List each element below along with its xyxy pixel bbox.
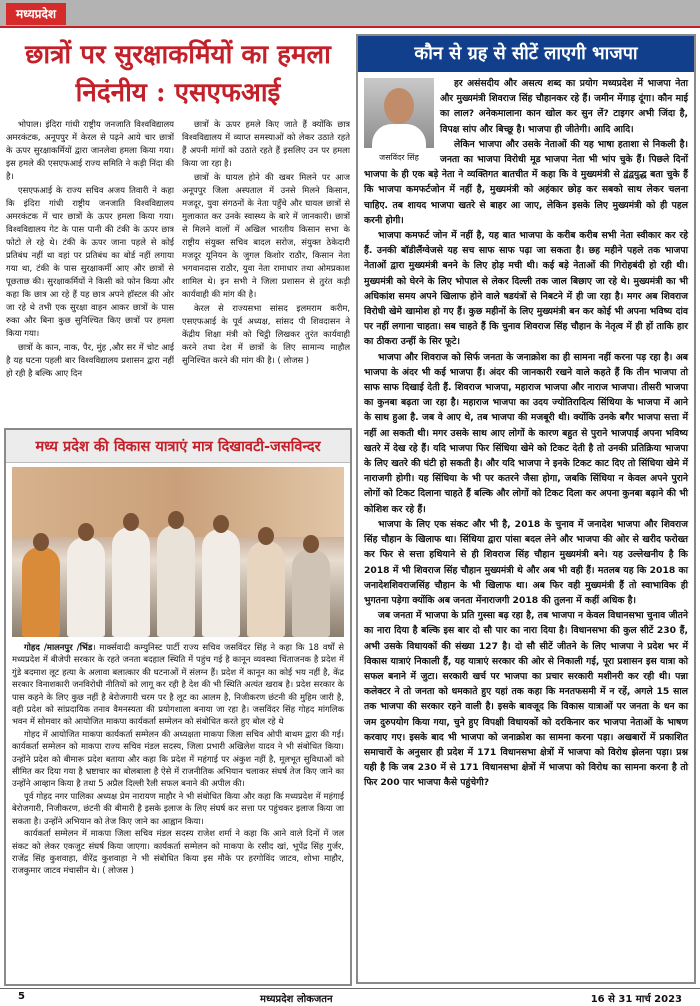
paragraph bbox=[12, 641, 344, 728]
article-bjp-seats-headline: कौन से ग्रह से सीटें लाएगी भाजपा bbox=[358, 36, 694, 72]
article-bjp-seats bbox=[356, 34, 696, 984]
article-sfi bbox=[6, 34, 350, 420]
meeting-photo bbox=[12, 467, 344, 637]
issue-date: 16 से 31 मार्च 2023 bbox=[590, 994, 682, 1005]
paragraph: भाजपा और शिवराज को सिर्फ जनता के जनाक्रोश का ही सामना नहीं करना पड़ रहा है। अब भाजपा के अंदर भी कई भाजपा हैं। अंदर की जानकारी रखने वाले कहते हैं कि तीन भाजपा तो साफ साफ दिखाई देती हैं. शिवराज भाजपा, महाराज भाजपा और नाराज भाजपा। तीसरी भाजपा का कुनबा बढ़ता जा रहा है। महाराज भाजपा का उदय ज्योतिरादित्य सिंधिया के भाजपा में आने के साथ हुआ है. जब वे आए थे, तब भाजपा की मजबूरी थी। क्योंकि उनके बगैर भाजपा सत्ता में नहीं आ सकती थी। मगर उसके साथ आए लोगों के कारण बहुत से पुराने भाजपाई अपना भविष्य खतरे में देख रहे हैं। यदि भाजपा फिर सिंधिया खेमे को टिकट देती है तो उनकी प्रतिक्रिया भाजपा के लिए खतरे की घंटी हो सकती है। और यदि भाजपा ने इनके टिकट काट दिए तो सिंधिया खेमे में नाराजगी होगी। यह सिंधिया के भी पर कतरने जैसा होगा, जबकि सिंधिया न केवल अपने पुराने लोगों को टिकट दिलाना चाहते हैं बल्कि और लोगों को टिकट दिला कर अपना कुनबा बढ़ाने की भी कोशिश कर रहे हैं। bbox=[364, 351, 688, 515]
paragraph: भाजपा कमफर्ट जोन में नहीं है, यह बात भाजपा के करीब करीब सभी नेता स्वीकार कर रहे हैं. उनकी बॉडीलैंग्वेजसे यह सच साफ साफ पढ़ा जा सकता है। छह महीने पहले तक भाजपा नेताओं द्वारा मुख्यमंत्री बनने के लिए होड़ मची थी। कई बड़े नेताओं की गिरोहबंदी हो रही थी। मुख्यमंत्री को घेरने के लिए भोपाल से लेकर दिल्ली तक जाल बिछाए जा रहे थे। मुख्यमंत्री का भी अधिकांश समय अपने खिलाफ होने वाले षडयंत्रों से निबटने में ही जा रहा है। मगर अब शिवराज विरोधी खेमे खामोश हो गए हैं। कुछ महीनों के लिए मुख्यमंत्री बन कर कोई भी अपना भविष्य दांव पर नहीं लगाना चाहता। सब चाहते हैं कि चुनाव शिवराज सिंह चौहान के नेतृत्व में ही हों ताकि हार का ठीकरा उन्हीं के सिर फूटे। bbox=[364, 230, 688, 348]
page-number: 5 bbox=[18, 991, 25, 1002]
paragraph: केरल से राज्यसभा सांसद इलमराम करीम, एसएफआई के पूर्व अध्यक्ष, सांसद पी शिवदासन ने केंद्रीय शिक्षा मंत्री को चिट्ठी लिखकर तुरंत कार्यवाही करने तथा देश में छात्रों के लिए सामान्य माहौल सुनिश्चित करने की मांग की है। ( लोजस ) bbox=[182, 303, 350, 365]
paragraph: पूर्व गोहद नगर पालिका अध्यक्ष प्रेम नारायण माहौर ने भी संबोधित किया और कहा कि मध्यप्रदेश में महंगाई बेरोजगारी, निजीकरण, छंटनी की बीमारी है इसके इलाज के लिए संघर्ष कर सत्ता पर पहुंचकर इलाज किया जा सकता है। उन्होंने अभियान को तेज किए जाने का आह्वान किया। bbox=[12, 790, 344, 826]
paragraph: भाजपा के लिए एक संकट और भी है, 2018 के चुनाव में जनादेश भाजपा और शिवराज सिंह चौहान के खिलाफ था। सिंधिया द्वारा पांसा बदल लेने और भाजपा की ओर से खरीद फरोख्त कर फिर से सत्ता हथियाने से ही शिवराज सिंह चौहान मुख्यमंत्री बने। यह उल्लेखनीय है कि 2018 में भी शिवराज सिंह चौहान मुख्यमंत्री थे और अब भी वही हैं। मतलब यह कि 2018 का जनादेशशिवराजसिंह चौहान के भी खिलाफ था। अब फिर वही मुख्यमंत्री हैं तो स्वाभाविक ही भुगतना पड़ेगा क्योंकि अब जनता मेंनाराजगी 2018 की तुलना में कहीं अधिक है। bbox=[364, 518, 688, 606]
paragraph: गोहद में आयोजित माकपा कार्यकर्ता सम्मेलन की अध्यक्षता माकपा जिला सचिव ओपी बाथम द्वारा की गई। कार्यकर्ता सम्मेलन को माकपा राज्य सचिव मंडल सदस्य, जिला प्रभारी अखिलेश यादव ने भी संबोधित किया। उन्होंने प्रदेश को बीमारू प्रदेश बताया और कहा कि प्रदेश में महंगाई पर अंकुश नहीं है, मूलभूत सुविधाओं को सीमित कर दिया गया है भ्रष्टाचार का बोलबाला है ऐसे में राजनीतिक अभियान चलाकर संघर्ष तेज किए जाने का उन्होंने आव्हान किया है तथा 5 अप्रैल दिल्ली रैली सफल बनाने की अपील की। bbox=[12, 728, 344, 789]
article-vikas-yatra-headline: मध्य प्रदेश की विकास यात्राएं मात्र दिखावटी-जसविन्दर bbox=[6, 430, 350, 463]
article-vikas-yatra bbox=[4, 428, 352, 986]
paragraph-text: । मार्क्सवादी कम्युनिस्ट पार्टी राज्य सचिव जसविंदर सिंह ने कहा कि 18 वर्षों से मध्यप्रदेश में बीजेपी सरकार के रहते जनता बदहाल स्थिति में पहुंच गई है कानून व्यवस्था चिंताजनक है प्रदेश में गुंडे बदमाश लूट हत्या के अलावा बलात्कार की घटनाओं में संलग्न हैं। प्रदेश में कानून का कोई भय नहीं है, केंद्र सरकार विनाशकारी जनविरोधी नीतियों को लागू कर रही है देश की भी स्थिति अत्यंत खराब है। प्रदेश सरकार के पास कहने के लिए कुछ नहीं है बेरोजगारी चरम पर है लूट का आलम है, निजीकरण छंटनी की मुहिम जारी है, वही प्रदेश को सांप्रदायिक तनाव वैमनस्यता की प्रयोगशाला बनाया जा रहा है। जसविंदर सिंह गोहद मांगलिक भवन में सोमवार को आयोजित माकपा कार्यकर्ता सम्मेलन को संबोधित करते हुए बोल रहे थे bbox=[12, 642, 344, 727]
page-header-bar bbox=[0, 0, 700, 28]
paragraph: छात्रों के घायल होने की खबर मिलने पर आज अनूपपुर जिला अस्पताल में उनसे मिलने किसान, मजदूर, युवा संगठनों के नेता पहुँचे और घायल छात्रों से मुलाकात कर उनके स्वास्थ्य के बारे में जानकारी। छात्रों से मिलने वालों में अखिल भारतीय किसान सभा के राष्ट्रीय संयुक्त सचिव बादल सरोज, संयुक्त ठेकेदारी मजदूर यूनियन के जुगल किशोर राठौर, किसान नेता भगवानदास राठौर, युवा नेता रामाधार तथा ओमप्रकाश शामिल थे। इन सभी ने जिला प्रशासन से तुरंत कड़ी कार्यवाही की मांग की है। bbox=[182, 172, 350, 299]
paragraph: एसएफआई के राज्य सचिव अजय तिवारी ने कहा कि इंदिरा गांधी राष्ट्रीय जनजाति विश्वविद्यालय अमरकंटक में चार छात्रों के ऊपर हमला किया गया। विश्वविद्यालय गेट के पास पानी की टंकी के ऊपर छात्र फोटो ले रहे थे। टंकी के ऊपर जाना पहले से कोई प्रतिबंध नहीं था वहां पर प्रतिबंध का बोर्ड नहीं लगाया गया था, टंकी के पास सुरक्षाकर्मी आए और छात्रों से पूछताछ की। सुरक्षाकर्मियों ने किसी को फोन किया और कहा कि छात्र आ रहे हैं यह छात्र अपने हॉस्टल की ओर जा रहे थे तभी एक सुरक्षा वाहन आकर छात्रों के पास रुका और बिना कुछ सुनिश्चित किए छात्रों पर हमला किया गया। bbox=[6, 185, 174, 338]
article-sfi-headline: छात्रों पर सुरक्षाकर्मियों का हमला निदंनीय : एसएफआई bbox=[25, 40, 331, 108]
paragraph: जब जनता में भाजपा के प्रति गुस्सा बढ़ रहा है, तब भाजपा न केवल विधानसभा चुनाव जीतने का नारा दिया है बल्कि इस बार दो सौ पार का नारा दिया है। विधानसभा की कुल सीटें 230 हैं, अभी उसके विधायकों की संख्या 127 है। दो सौ सीटें जीतने के लिए भाजपा ने प्रदेश भर में विकास यात्राएं निकाली हैं, यह यात्राएं सरकार की ओर से निकाली गई, पूरा प्रशासन इस यात्रा को सफल बनाने में जुटा। सरकारी खर्च पर भाजपा का प्रचार सरकारी मशीनरी कर रही थी। पन्ना कलेक्टर ने तो जनता को धमकाते हुए यहां तक कहा कि मनतफसमी में न रहें, अगले 15 साल तक भाजपा की सरकार रहने वाली है। इसके बावजूद कि विकास यात्राओं पर जनता के धन का जम दुरुपयोग किया गया, चुने हुए विपक्षी विधायकों को दरकिनार कर भाजपा नेताओं के भाषण करवाए गए। इसके बाद भी भाजपा को जनाक्रोश का सामना करना पड़ा। अखबारों में प्रकाशित समाचारों के अनुसार ही प्रदेश में 171 विधानसभा क्षेत्रों में भाजपा को विरोध झेलना पड़ा। प्रश्न यही है कि जब 230 में से 171 विधानसभा क्षेत्रों में भाजपा को विरोध का सामना करना है तो फिर 200 पार भाजपा कैसे पहुंचेगी? bbox=[364, 610, 688, 789]
paragraph: छात्रों के कान, नाक, पैर, मुंह ,और सर में चोट आई है यह घटना पहली बार विश्वविद्यालय प्रशासन द्वारा नहीं हो रही है बल्कि आए दिन bbox=[6, 342, 174, 378]
dateline: गोहद /मालनपुर /भिंड bbox=[24, 642, 93, 652]
paragraph: हर असंसदीय और असत्य शब्द का प्रयोग मध्यप्रदेश में भाजपा नेता और मुख्यमंत्री शिवराज सिंह चौहानकर रहे हैं। जमीन मेंगाड़ दूंगा। कौन माई का लाल? अनेकमालाना कान खोल कर सुन लें? टाइगर अभी जिंदा है, विपक्ष सांप और बिच्छू है। भाजपा ही जीतेगी। आदि आदि। bbox=[440, 78, 688, 135]
paragraph: लेकिन भाजपा और उसके नेताओं की यह भाषा हताशा से निकली है। जनता का भाजपा विरोधी मूड भाजपा नेता भी भांप चुके हैं। पिछले दिनों भाजपा के ही एक बड़े नेता ने व्यक्तिगत बातचीत में कहा कि वे मुख्यमंत्री से द्वंद्वयुद्ध बता चुके हैं कि भाजपा कमफर्टजोन में नहीं है, मुख्यमंत्री को अहंकार छोड़ कर सबको साथ लेकर चलना चाहिए. तब शायद भाजपा खतरे से बाहर आ जाए, लेकिन इसके लिए मुख्यमंत्री को ही पहल करनी होगी। bbox=[364, 138, 688, 226]
article-sfi-col-2 bbox=[182, 118, 350, 418]
publication-name: मध्यप्रदेश लोकजतन bbox=[260, 994, 333, 1005]
paragraph: कार्यकर्ता सम्मेलन में माकपा जिला सचिव मंडल सदस्य राजेश शर्मा ने कहा कि आने वाले दिनों में जल संकट को लेकर एकजुट संघर्ष किया जाएगा। कार्यकर्ता सम्मेलन को माकपा के रसीद खां, भूपेंद्र सिंह गुर्जर, राजेंद्र सिंह कुशवाहा, वीरेंद्र कुशवाहा ने भी संबोधित किया इस मौके पर हरगोविंद जाटव, शोभा माहौर, राजकुमार जाटव मंचासीन थे। ( लोजस ) bbox=[12, 828, 344, 876]
section-tag: मध्यप्रदेश bbox=[6, 3, 66, 25]
author-box bbox=[364, 78, 434, 165]
article-bjp-seats-body bbox=[358, 72, 694, 795]
paragraph: भोपाल। इंदिरा गांधी राष्ट्रीय जनजाति विश्वविद्यालय अमरकंटक, अनूपपुर में केरल से पढ़ने आये चार छात्रों के ऊपर सुरक्षाकर्मियों द्वारा जानलेवा हमला किया गया। इस हमले की एसएफआई राज्य समिति ने कड़ी निंदा की है। bbox=[6, 119, 174, 181]
page-footer bbox=[0, 988, 700, 1006]
article-vikas-yatra-body bbox=[12, 641, 344, 877]
author-name: जसविंदर सिंह bbox=[379, 153, 419, 162]
author-photo bbox=[364, 78, 434, 148]
paragraph: छात्रों के ऊपर हमले किए जाते हैं क्योंकि छात्र विश्वविद्यालय में व्याप्त समस्याओं को लेकर उठाते रहते हैं अपनी मांगों को उठाते रहते हैं इसलिए उन पर हमला किया जा रहा है। bbox=[182, 119, 350, 168]
article-sfi-col-1 bbox=[6, 118, 174, 418]
